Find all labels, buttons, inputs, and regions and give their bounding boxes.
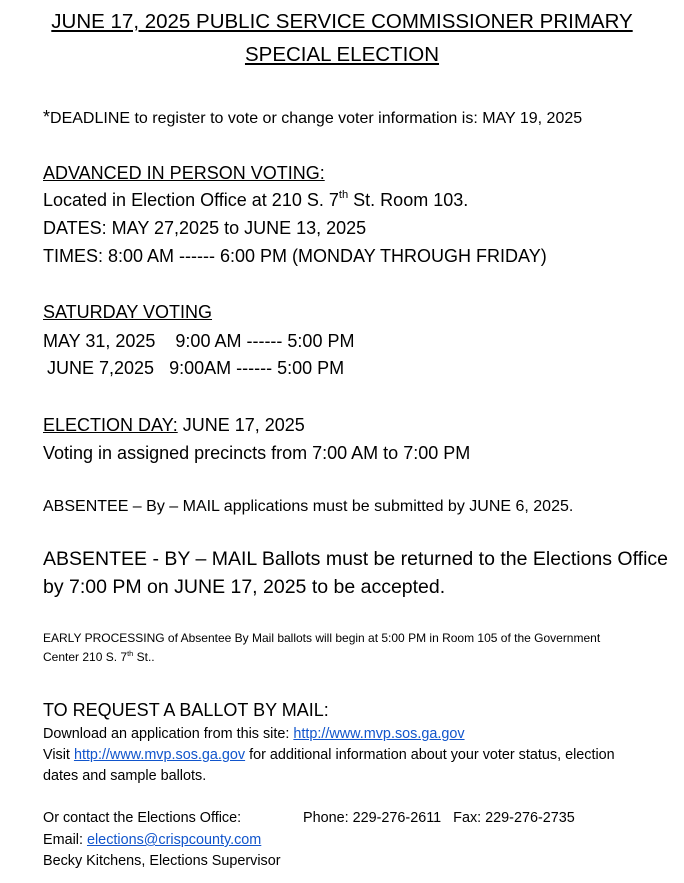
download-application-line [43,726,465,742]
asterisk: * [43,107,51,127]
visit-text-end: for additional information about your voter status, election [245,747,615,763]
deadline-text: DEADLINE to register to vote or change voter information is: MAY 19, 2025 [50,110,583,127]
page-title-line-1: JUNE 17, 2025 PUBLIC SERVICE COMMISSIONER PRIMARY [51,10,633,33]
elections-supervisor: Becky Kitchens, Elections Supervisor [43,853,281,869]
election-day [43,415,305,436]
visit-line [43,747,615,763]
absentee-ballots-line-2: by 7:00 PM on JUNE 17, 2025 to be accepted. [43,576,446,598]
early-processing-line-2 [43,650,155,664]
location-text-end: St. Room 103. [348,190,469,210]
contact-label: Or contact the Elections Office: [43,810,242,826]
absentee-ballots-line-1: ABSENTEE - BY – MAIL Ballots must be returned to the Elections Office [43,548,669,570]
early-processing-text-end: St.. [133,650,155,664]
election-day-hours: Voting in assigned precincts from 7:00 AM to 7:00 PM [43,443,471,463]
mvp-link-download[interactable]: http://www.mvp.sos.ga.gov [293,726,465,742]
saturday-voting-heading: SATURDAY VOTING [43,302,213,322]
location-text: Located in Election Office at 210 S. 7 [43,190,339,210]
visit-text: Visit [43,747,74,763]
advanced-voting-location [43,190,468,211]
contact-email-line [43,832,261,848]
early-processing-text: Center 210 S. 7 [43,650,128,664]
mvp-link-visit[interactable]: http://www.mvp.sos.ga.gov [73,747,246,763]
saturday-voting-line-1: MAY 31, 2025 9:00 AM ------ 5:00 PM [43,331,355,351]
saturday-voting-line-2: JUNE 7,2025 9:00AM ------ 5:00 PM [47,358,345,378]
election-day-date: JUNE 17, 2025 [177,415,305,435]
visit-line-2: dates and sample ballots. [43,768,207,784]
request-ballot-heading: TO REQUEST A BALLOT BY MAIL: [43,700,329,720]
early-processing-superscript: th [127,648,134,658]
early-processing-line-1: EARLY PROCESSING of Absentee By Mail ballots will begin at 5:00 PM in Room 105 of the Government [43,631,601,645]
registration-deadline [43,107,582,128]
email-label: Email: [43,832,87,848]
absentee-applications-deadline: ABSENTEE – By – MAIL applications must be submitted by JUNE 6, 2025. [43,498,574,515]
location-superscript: th [338,189,349,202]
advanced-voting-heading: ADVANCED IN PERSON VOTING: [43,163,325,183]
contact-phone-fax: Phone: 229-276-2611 Fax: 229-276-2735 [303,810,575,826]
advanced-voting-dates: DATES: MAY 27,2025 to JUNE 13, 2025 [43,218,367,238]
advanced-voting-times: TIMES: 8:00 AM ------ 6:00 PM (MONDAY THROUGH FRIDAY) [43,246,547,266]
page-title-line-2: SPECIAL ELECTION [244,43,440,66]
email-link[interactable]: elections@crispcounty.com [86,832,262,848]
election-day-label: ELECTION DAY: [43,415,178,435]
download-text: Download an application from this site: [43,726,294,742]
